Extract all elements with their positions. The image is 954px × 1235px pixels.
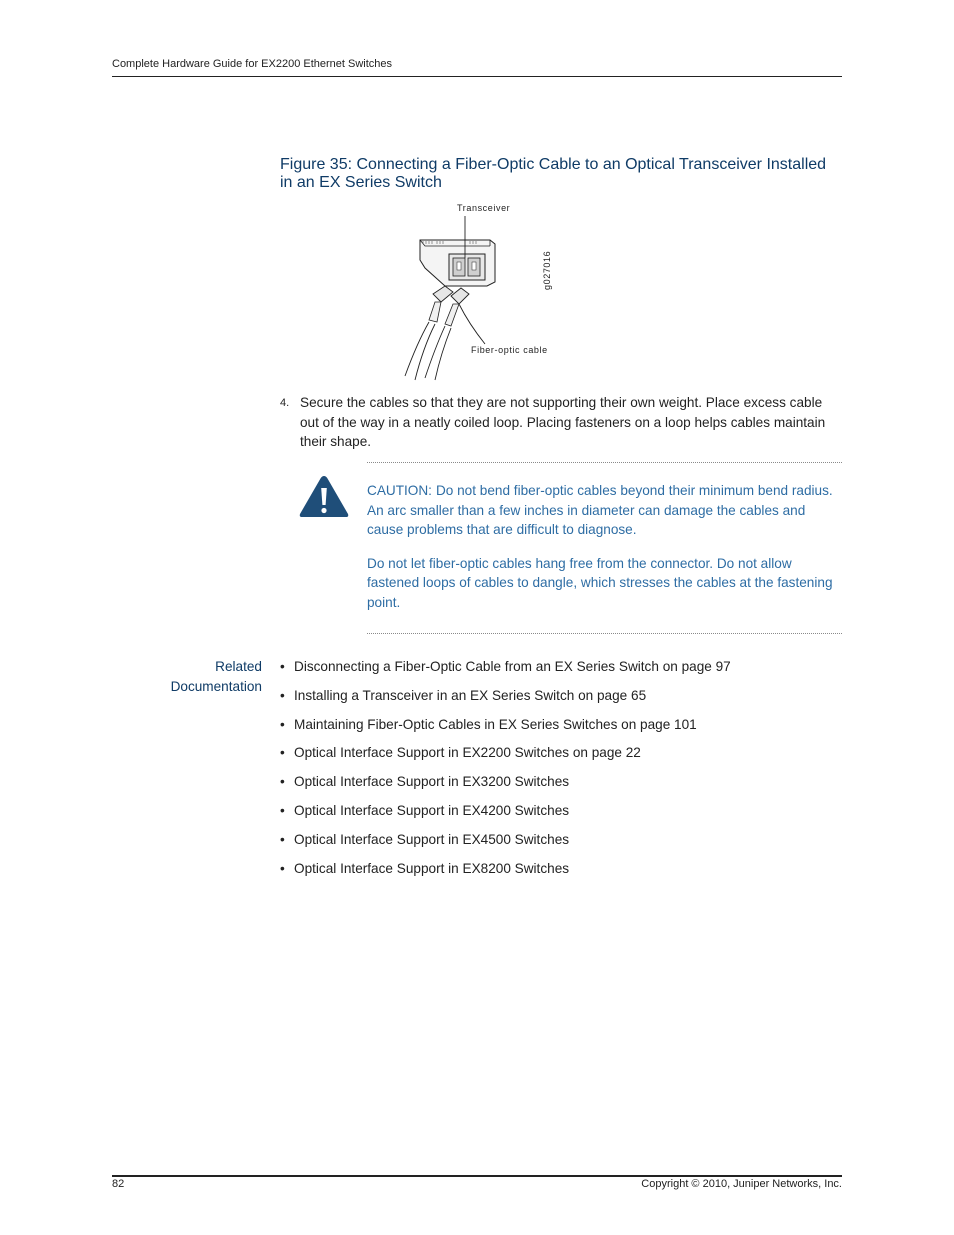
related-link-item[interactable] — [280, 686, 842, 715]
caution-paragraph-1 — [367, 481, 843, 540]
step-number: 4. — [280, 397, 290, 409]
cable-leader-line — [459, 304, 485, 344]
header-divider — [112, 76, 842, 77]
related-link-text[interactable]: Installing a Transceiver in an EX Series Switch on page 65 — [294, 687, 647, 703]
bullet: • — [280, 716, 285, 732]
bullet: • — [280, 659, 285, 674]
copyright-notice: Copyright © 2010, Juniper Networks, Inc. — [641, 1178, 842, 1190]
related-link-text[interactable]: Optical Interface Support in EX3200 Switches — [294, 774, 570, 790]
related-documentation-list — [280, 657, 842, 887]
bullet: • — [280, 745, 285, 761]
caution-note — [367, 481, 843, 612]
related-heading-line-1: Related — [215, 659, 262, 674]
page-number: 82 — [112, 1178, 125, 1190]
caution-label: CAUTION: — [367, 483, 432, 498]
fiber-optic-transceiver-illustration — [395, 198, 570, 383]
step-text: Secure the cables so that they are not supporting their own weight. Place excess cable out of the way in a neatly coiled loop. Placing fasteners on a loop helps cables maintain their shape. — [300, 395, 826, 449]
figure-title: Figure 35: Connecting a Fiber-Optic Cable to an Optical Transceiver Installed in an EX Series Switch — [280, 156, 827, 191]
related-link-item[interactable] — [280, 715, 842, 744]
warning-triangle-icon — [298, 474, 350, 519]
related-link-item[interactable] — [280, 801, 842, 830]
caution-top-divider — [367, 462, 842, 463]
fiber-optic-cable-label: Fiber-optic cable — [471, 345, 548, 355]
caution-paragraph-2: Do not let fiber-optic cables hang free from the connector. Do not allow fastened loops of cables to dangle, which stresses the cables at the fastening point. — [367, 555, 833, 610]
bullet: • — [280, 774, 285, 790]
caution-text-1: Do not bend fiber-optic cables beyond their minimum bend radius. An arc smaller than a few inches in diameter can damage the cables and cause problems that are difficult to diagnose. — [367, 483, 833, 537]
figure-id-label: g027016 — [542, 250, 552, 290]
transceiver-label: Transceiver — [457, 203, 511, 213]
related-link-text[interactable]: Optical Interface Support in EX4500 Switches — [294, 831, 570, 847]
related-link-item[interactable] — [280, 657, 842, 686]
fiber-cable-drawing — [405, 286, 469, 380]
bullet: • — [280, 831, 285, 847]
running-header: Complete Hardware Guide for EX2200 Ethernet Switches — [112, 58, 393, 70]
related-link-item[interactable] — [280, 772, 842, 801]
related-link-text[interactable]: Optical Interface Support in EX4200 Switches — [294, 802, 570, 818]
related-link-text[interactable]: Disconnecting a Fiber-Optic Cable from an EX Series Switch on page 97 — [294, 659, 731, 674]
related-link-text[interactable]: Optical Interface Support in EX8200 Switches — [294, 860, 570, 876]
caution-bottom-divider — [367, 633, 842, 634]
procedure-step — [280, 393, 842, 452]
related-link-item[interactable] — [280, 830, 842, 859]
related-link-item[interactable] — [280, 859, 842, 888]
bullet: • — [280, 860, 285, 876]
related-heading-line-2: Documentation — [170, 679, 262, 694]
related-documentation-heading — [112, 657, 262, 697]
related-link-text[interactable]: Maintaining Fiber-Optic Cables in EX Series Switches on page 101 — [294, 716, 697, 732]
bullet: • — [280, 802, 285, 818]
bullet: • — [280, 687, 285, 703]
related-link-item[interactable] — [280, 743, 842, 772]
footer-divider — [112, 1175, 842, 1177]
related-link-text[interactable]: Optical Interface Support in EX2200 Switches on page 22 — [294, 745, 641, 761]
transceiver-drawing — [420, 240, 495, 286]
